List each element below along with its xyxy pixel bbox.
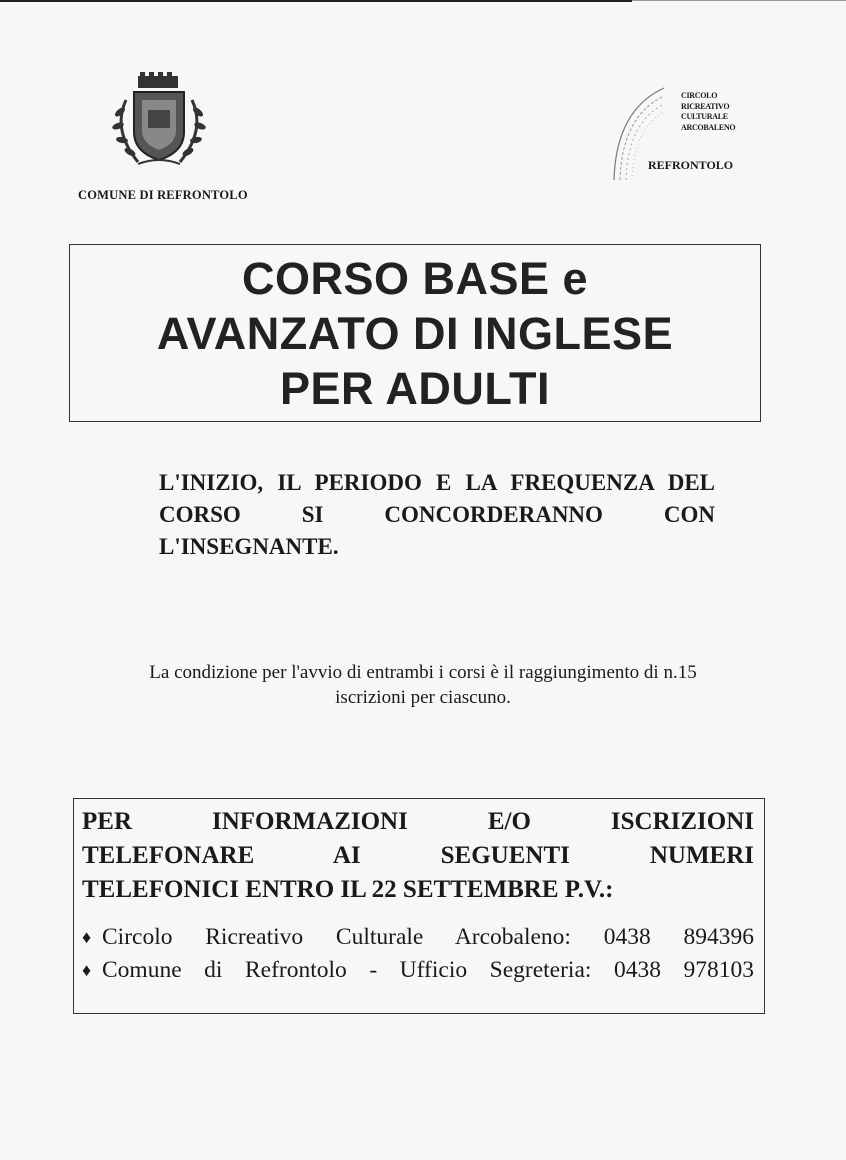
- condition-line: La condizione per l'avvio di entrambi i corsi è il raggiungimento di n.15: [149, 662, 697, 683]
- scan-top-edge: [0, 0, 632, 2]
- contact-item: [82, 954, 754, 987]
- diamond-bullet-icon: ♦: [82, 927, 92, 947]
- enrollment-condition: [84, 660, 762, 710]
- info-box: [73, 798, 765, 1014]
- scan-top-edge-faint: [632, 0, 846, 1]
- circolo-name: [681, 91, 735, 133]
- diamond-bullet-icon: ♦: [82, 960, 92, 980]
- info-heading-line: TELEFONICI ENTRO IL 22 SETTEMBRE P.V.:: [82, 876, 614, 903]
- title-line: CORSO BASE e: [241, 252, 589, 304]
- condition-line: iscrizioni per ciascuno.: [335, 687, 511, 708]
- contact-text: Circolo Ricreativo Culturale Arcobaleno: 0438 894396: [102, 924, 754, 950]
- course-notice: L'INIZIO, IL PERIODO E LA FREQUENZA DEL CORSO SI CONCORDERANNO CON L'INSEGNANTE.: [159, 470, 715, 559]
- contact-item: [82, 921, 754, 954]
- coat-of-arms-icon: [104, 70, 214, 180]
- contact-list: [82, 921, 754, 987]
- comune-label: COMUNE DI REFRONTOLO: [78, 188, 248, 202]
- title-box: [69, 244, 761, 422]
- circolo-line: CIRCOLO: [681, 91, 718, 100]
- circolo-line: CULTURALE: [681, 112, 728, 121]
- circolo-line: ARCOBALENO: [681, 122, 736, 132]
- title-line: AVANZATO DI INGLESE: [156, 307, 674, 359]
- info-heading-line: TELEFONARE AI SEGUENTI NUMERI: [82, 842, 754, 869]
- circolo-line: RICREATIVO: [681, 101, 730, 111]
- title-line: PER ADULTI: [280, 362, 550, 414]
- circolo-town: REFRONTOLO: [648, 158, 734, 172]
- contact-text: Comune di Refrontolo - Ufficio Segreteria: 0438 978103: [102, 957, 754, 983]
- info-heading-line: PER INFORMAZIONI E/O ISCRIZIONI: [82, 808, 754, 835]
